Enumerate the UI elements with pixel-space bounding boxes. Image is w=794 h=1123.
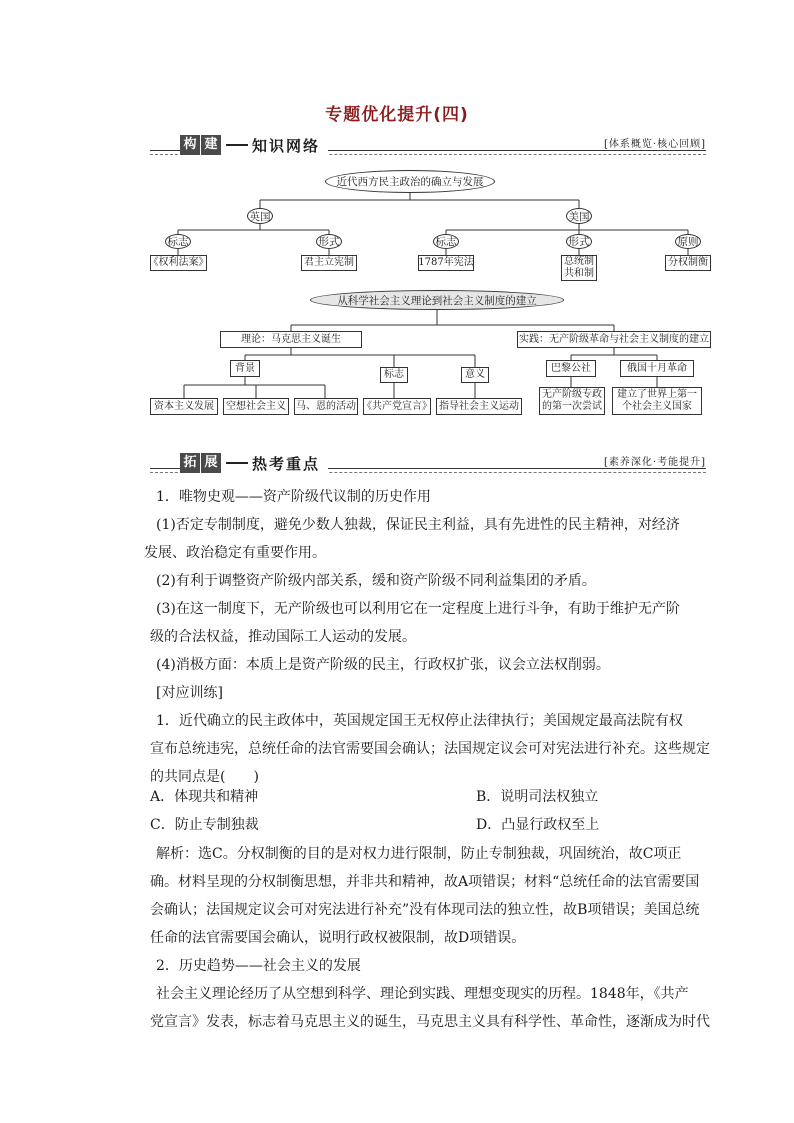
diagram-leaf — [539, 387, 605, 415]
diagram-node-us-form: 形式 — [566, 234, 592, 249]
banner-char: 构 — [180, 135, 200, 155]
banner-char: 拓 — [180, 453, 200, 473]
training-label: [对应训练] — [156, 685, 223, 701]
diagram-leaf — [561, 255, 597, 281]
diagram-node-background: 背景 — [230, 360, 260, 377]
diagram-node-meaning: 意义 — [461, 367, 489, 383]
diagram-node-theory: 理论：马克思主义诞生 — [220, 331, 362, 348]
diagram-leaf-line: 的第一次尝试 — [542, 401, 602, 412]
question-line: 1．近代确立的民主政体中，英国规定国王无权停止法律执行；美国规定最高法院有权 — [156, 713, 683, 729]
diagram-node-uk-form: 形式 — [316, 234, 342, 249]
diagram-leaf: 分权制衡 — [665, 255, 711, 271]
page-title: 专题优化提升(四) — [325, 105, 469, 125]
diagram-node-october: 俄国十月革命 — [620, 360, 694, 377]
paragraph-line: (2)有利于调整资产阶级内部关系，缓和资产阶级不同利益集团的矛盾。 — [156, 573, 596, 589]
paragraph-line: 社会主义理论经历了从空想到科学、理论到实践、理想变现实的历程。1848年，《共产 — [156, 986, 689, 1002]
banner-title: 知识网络 — [252, 136, 321, 155]
paragraph-line: (3)在这一制度下，无产阶级也可以利用它在一定程度上进行斗争，有助于维护无产阶 — [156, 601, 680, 617]
diagram-leaf: 1787年宪法 — [418, 255, 474, 271]
diagram-node-us-sign: 标志 — [433, 234, 459, 249]
banner-tag: [体系概览·核心回顾] — [598, 135, 706, 150]
diagram-leaf: 马、恩的活动 — [294, 398, 358, 415]
diagram-leaf-line: 共和制 — [564, 268, 594, 279]
banner-char: 建 — [201, 135, 221, 155]
diagram-node-us-principle: 原则 — [675, 234, 701, 249]
diagram-leaf: 君主立宪制 — [301, 255, 357, 271]
diagram-leaf-line: 个社会主义国家 — [622, 401, 692, 412]
paragraph-line: (4)消极方面：本质上是资产阶级的民主，行政权扩张，议会立法权削弱。 — [156, 657, 610, 673]
paragraph-line: 发展、政治稳定有重要作用。 — [144, 545, 326, 561]
diagram-leaf: 空想社会主义 — [223, 398, 289, 415]
section-banner-hot-topics — [150, 451, 706, 475]
diagram-node-uk-sign: 标志 — [165, 234, 191, 249]
answer-line: 任命的法官需要国会确认，说明行政权被限制，故D项错误。 — [150, 930, 526, 946]
banner-tag: [素养深化·考能提升] — [598, 453, 706, 468]
question-line: 宣布总统违宪，总统任命的法官需要国会确认；法国规定议会可对宪法进行补充。这些规定 — [150, 741, 710, 757]
paragraph-line: 级的合法权益，推动国际工人运动的发展。 — [150, 629, 416, 645]
paragraph-line: 党宣言》发表，标志着马克思主义的诞生，马克思主义具有科学性、革命性，逐渐成为时代 — [150, 1014, 710, 1030]
paragraph-line: (1)否定专制制度，避免少数人独裁，保证民主利益，具有先进性的民主精神，对经济 — [156, 517, 680, 533]
answer-text — [150, 840, 710, 1036]
section-heading: 2．历史趋势——社会主义的发展 — [156, 958, 361, 974]
banner-char: 展 — [201, 453, 221, 473]
diagram-leaf-line: 建立了世界上第一 — [617, 389, 697, 400]
diagram-leaf: 《权利法案》 — [150, 255, 207, 271]
answer-line: 解析：选C。分权制衡的目的是对权力进行限制，防止专制独裁，巩固统治，故C项正 — [156, 846, 682, 862]
diagram-node-uk: 英国 — [247, 208, 273, 224]
diagram-leaf — [612, 387, 702, 415]
diagram-leaf: 《共产党宣言》 — [363, 398, 431, 415]
option-b: B．说明司法权独立 — [476, 789, 599, 805]
option-a: A．体现共和精神 — [150, 789, 259, 805]
diagram-leaf-line: 无产阶级专政 — [542, 389, 602, 400]
diagram-node-us: 美国 — [566, 208, 592, 224]
option-d: D．凸显行政权至上 — [476, 817, 600, 833]
diagram-leaf: 指导社会主义运动 — [436, 398, 522, 415]
answer-line: 会确认；法国规定议会可对宪法进行补充”没有体现司法的独立性，故B项错误；美国总统 — [150, 902, 700, 918]
option-c: C．防止专制独裁 — [150, 817, 259, 833]
diagram-node-paris: 巴黎公社 — [546, 360, 596, 377]
section-heading: 1．唯物史观——资产阶级代议制的历史作用 — [156, 489, 431, 505]
body-text — [144, 483, 710, 791]
diagram-node-sign: 标志 — [380, 367, 408, 383]
diagram-root-node: 近代西方民主政治的确立与发展 — [325, 170, 495, 193]
answer-line: 确。材料呈现的分权制衡思想，并非共和精神，故A项错误；材料“总统任命的法官需要国 — [150, 874, 700, 890]
banner-title: 热考重点 — [252, 454, 321, 473]
diagram-root-node: 从科学社会主义理论到社会主义制度的建立 — [310, 290, 564, 310]
diagram-leaf-line: 总统制 — [564, 256, 594, 267]
diagram-leaf: 资本主义发展 — [150, 398, 218, 415]
diagram-node-practice: 实践：无产阶级革命与社会主义制度的建立 — [517, 331, 711, 348]
question-line: 的共同点是( ) — [150, 769, 259, 785]
